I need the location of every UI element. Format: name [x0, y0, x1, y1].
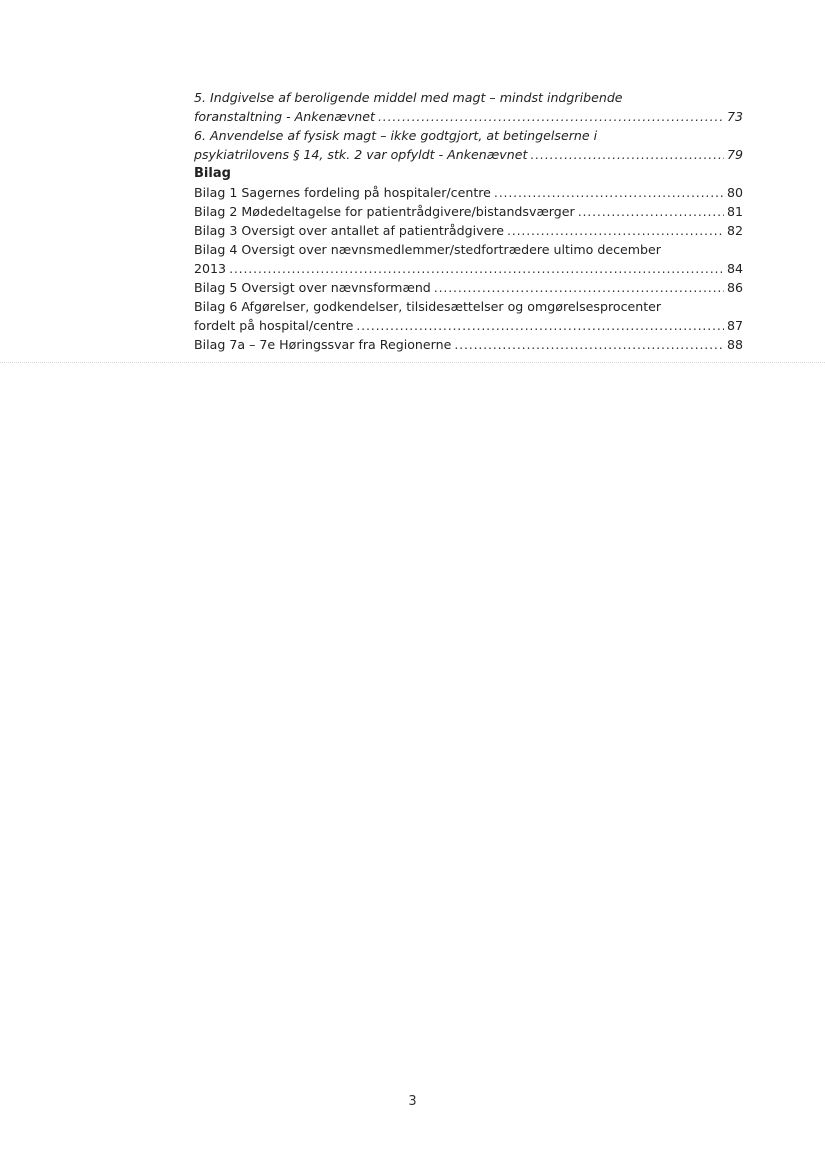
toc-entry-title: psykiatrilovens § 14, stk. 2 var opfyldt - Ankenævnet [194, 147, 528, 162]
dot-leader [356, 316, 724, 335]
dot-leader [578, 202, 724, 221]
page-number: 3 [408, 1094, 417, 1109]
toc-page-number: 81 [726, 204, 743, 219]
toc-entry-title: Bilag 5 Oversigt over nævnsformænd [194, 280, 431, 295]
toc-bilag-4[interactable] [194, 259, 743, 278]
table-of-contents [194, 88, 743, 354]
toc-entry-title: 2013 [194, 261, 227, 276]
toc-bilag-6[interactable] [194, 316, 743, 335]
toc-entry-5-lead: 5. Indgivelse af beroligende middel med magt – mindst indgribende [194, 90, 623, 105]
toc-entry-title: fordelt på hospital/centre [194, 318, 354, 333]
toc-bilag-1[interactable] [194, 183, 743, 202]
dot-leader [494, 183, 724, 202]
toc-page-number: 87 [726, 318, 743, 333]
toc-page-number: 88 [726, 337, 743, 352]
toc-bilag-3[interactable] [194, 221, 743, 240]
dot-leader [454, 335, 724, 354]
toc-entry-title: Bilag 1 Sagernes fordeling på hospitaler/centre [194, 185, 491, 200]
dot-leader [229, 259, 724, 278]
toc-entry-title: Bilag 7a – 7e Høringssvar fra Regionerne [194, 337, 452, 352]
dot-leader [378, 107, 724, 126]
toc-page-number: 82 [726, 223, 743, 238]
toc-page-number: 80 [726, 185, 743, 200]
bilag-heading: Bilag [194, 166, 231, 181]
toc-entry-6[interactable] [194, 145, 743, 164]
toc-bilag-5[interactable] [194, 278, 743, 297]
toc-page-number: 73 [726, 109, 743, 124]
toc-entry-title: Bilag 3 Oversigt over antallet af patientrådgivere [194, 223, 504, 238]
toc-bilag-4-lead: Bilag 4 Oversigt over nævnsmedlemmer/stedfortrædere ultimo december [194, 242, 661, 257]
toc-bilag-2[interactable] [194, 202, 743, 221]
dotted-divider [0, 362, 825, 363]
dot-leader [530, 145, 724, 164]
toc-entry-5[interactable] [194, 107, 743, 126]
dot-leader [507, 221, 724, 240]
toc-bilag-7[interactable] [194, 335, 743, 354]
toc-entry-6-lead: 6. Anvendelse af fysisk magt – ikke godtgjort, at betingelserne i [194, 128, 598, 143]
toc-bilag-6-lead: Bilag 6 Afgørelser, godkendelser, tilsidesættelser og omgørelsesprocenter [194, 299, 662, 314]
toc-page-number: 84 [726, 261, 743, 276]
dot-leader [434, 278, 724, 297]
toc-entry-title: foranstaltning - Ankenævnet [194, 109, 375, 124]
toc-page-number: 79 [726, 147, 743, 162]
toc-entry-title: Bilag 2 Mødedeltagelse for patientrådgivere/bistandsværger [194, 204, 575, 219]
toc-page-number: 86 [726, 280, 743, 295]
